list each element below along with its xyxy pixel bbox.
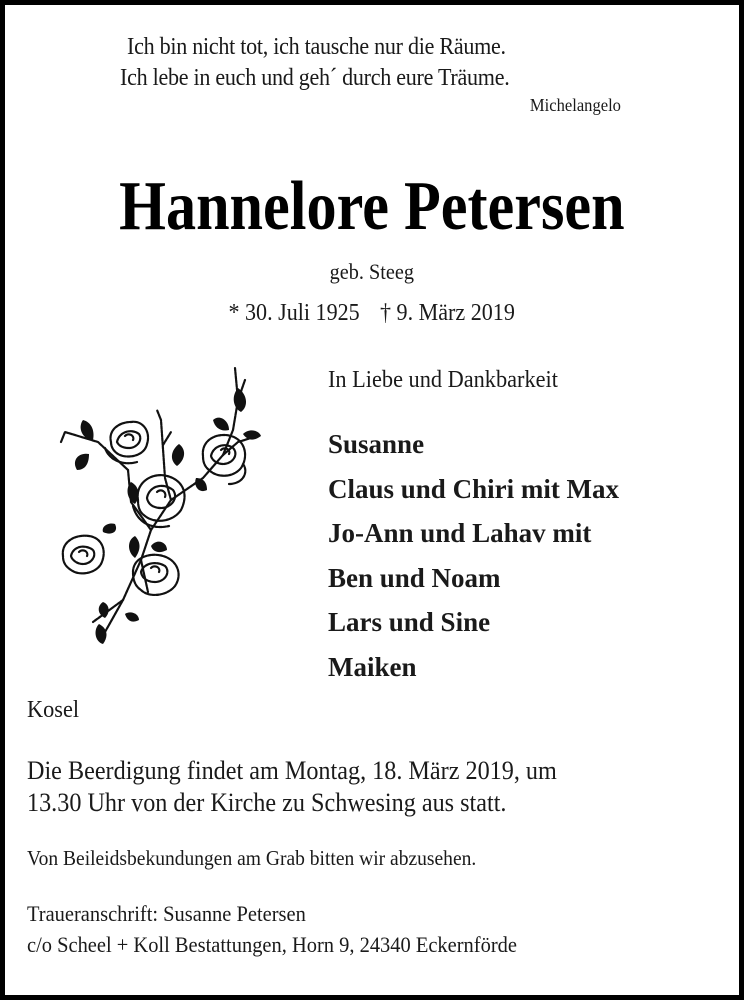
condolence-note-text: Von Beileidsbekundungen am Grab bitten wir abzusehen. — [27, 846, 477, 870]
funeral-info — [27, 755, 597, 819]
mourners-intro — [328, 365, 575, 395]
quote-line-2: Ich lebe in euch und geh´ durch eure Träume. — [120, 65, 510, 91]
mourners-list — [328, 422, 619, 689]
mourner-name: Lars und Sine — [328, 607, 491, 637]
mourner-name: Maiken — [328, 651, 417, 682]
life-dates — [5, 299, 739, 327]
maiden-name-text: geb. Steeg — [329, 259, 415, 284]
condolence-note — [27, 845, 510, 871]
birth-date: * 30. Juli 1925 — [228, 300, 361, 326]
funeral-line-2: 13.30 Uhr von der Kirche zu Schwesing aus statt. — [27, 788, 507, 817]
mourner-name: Claus und Chiri mit Max — [328, 473, 620, 504]
quote-line-1: Ich bin nicht tot, ich tausche nur die Räume. — [127, 34, 506, 60]
mourner-name: Ben und Noam — [328, 562, 501, 593]
deceased-name-text: Hannelore Petersen — [119, 168, 625, 245]
address-line-2: c/o Scheel + Koll Bestattungen, Horn 9, 24340 Eckernförde — [27, 932, 517, 957]
funeral-line-1: Die Beerdigung findet am Montag, 18. März 2019, um — [27, 756, 557, 785]
deceased-name — [5, 165, 739, 249]
roses-illustration-icon — [53, 360, 263, 645]
place-text: Kosel — [27, 697, 80, 723]
obituary-notice — [5, 5, 739, 995]
mourning-address — [27, 898, 554, 960]
death-date: † 9. März 2019 — [380, 300, 516, 326]
mourner-name: Susanne — [328, 429, 425, 459]
place — [27, 695, 83, 725]
mourner-name: Jo-Ann und Lahav mit — [328, 518, 592, 548]
quote-author: Michelangelo — [529, 95, 621, 115]
address-line-1: Traueranschrift: Susanne Petersen — [27, 901, 306, 926]
maiden-name — [5, 259, 739, 285]
mourners-intro-text: In Liebe und Dankbarkeit — [328, 367, 558, 393]
